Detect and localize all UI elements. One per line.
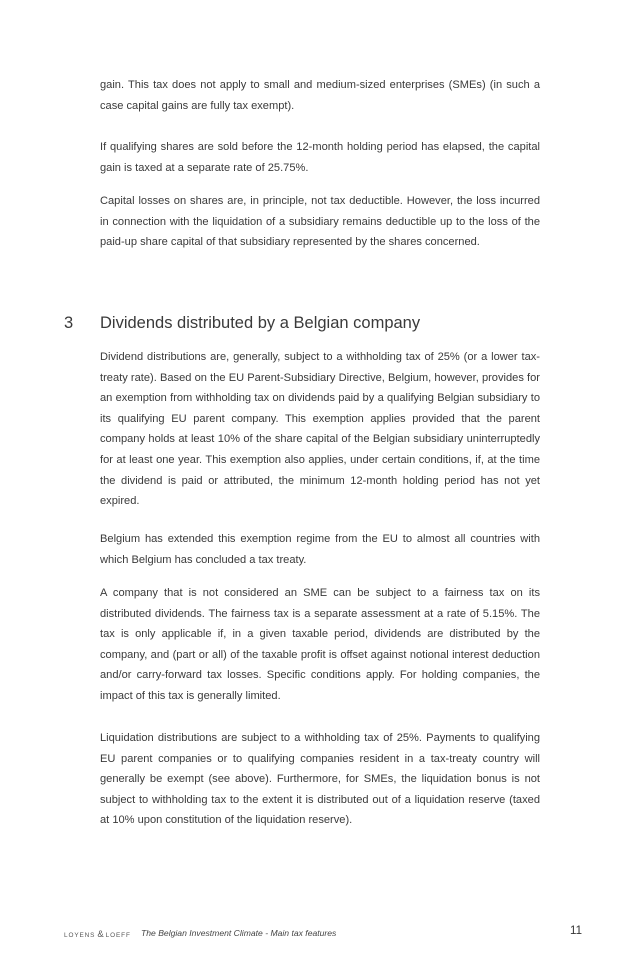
page-number: 11 [570,925,582,937]
brand-name-right: LOEFF [105,932,131,939]
body-paragraph: gain. This tax does not apply to small and medium-sized enterprises (SMEs) (in such a case capital gains are fully tax exempt). [100,79,540,112]
brand-logo [64,929,131,940]
body-paragraph: Dividend distributions are, generally, subject to a withholding tax of 25% (or a lower tax-treaty rate). Based on the EU Parent-Subsidiary Directive, Belgium, however, provides for an exemption from withholding tax on dividends paid by a qualifying Belgian subsidiary to its qualifying EU parent company. This exemption applies provided that the parent company holds at least 10% of the share capital of the Belgian subsidiary uninterruptedly for at least one year. This exemption also applies, under certain conditions, if, at the time the dividend is paid or attributed, the minimum 12-month holding period has not yet expired. [100,351,540,508]
section-number: 3 [64,314,74,332]
body-paragraph: A company that is not considered an SME can be subject to a fairness tax on its distributed dividends. The fairness tax is a separate assessment at a rate of 5.15%. The tax is only applicable if, in a given taxable period, dividends are distributed by the company, and (part or all) of the taxable profit is offset against notional interest deduction and/or carry-forward tax losses. Specific conditions apply. For holding companies, the impact of this tax is generally limited. [100,587,540,702]
body-paragraph: If qualifying shares are sold before the 12-month holding period has elapsed, the capital gain is taxed at a separate rate of 25.75%. [100,141,540,174]
brand-ampersand: & [97,929,104,940]
brand-name-left: LOYENS [64,932,96,939]
page-footer [0,924,638,944]
footer-document-title: The Belgian Investment Climate - Main tax features [141,928,337,938]
body-paragraph: Liquidation distributions are subject to a withholding tax of 25%. Payments to qualifying EU parent companies or to qualifying companies resident in a tax-treaty country will generally be exempt (see above). Furthermore, for SMEs, the liquidation bonus is not subject to withholding tax to the extent it is distributed out of a liquidation reserve (taxed at 10% upon constitution of the liquidation reserve). [100,732,540,827]
body-paragraph: Capital losses on shares are, in principle, not tax deductible. However, the loss incurred in connection with the liquidation of a subsidiary remains deductible up to the loss of the paid-up share capital of that subsidiary represented by the shares concerned. [100,195,540,249]
body-paragraph: Belgium has extended this exemption regime from the EU to almost all countries with which Belgium has concluded a tax treaty. [100,533,540,566]
section-heading: Dividends distributed by a Belgian company [100,314,421,332]
